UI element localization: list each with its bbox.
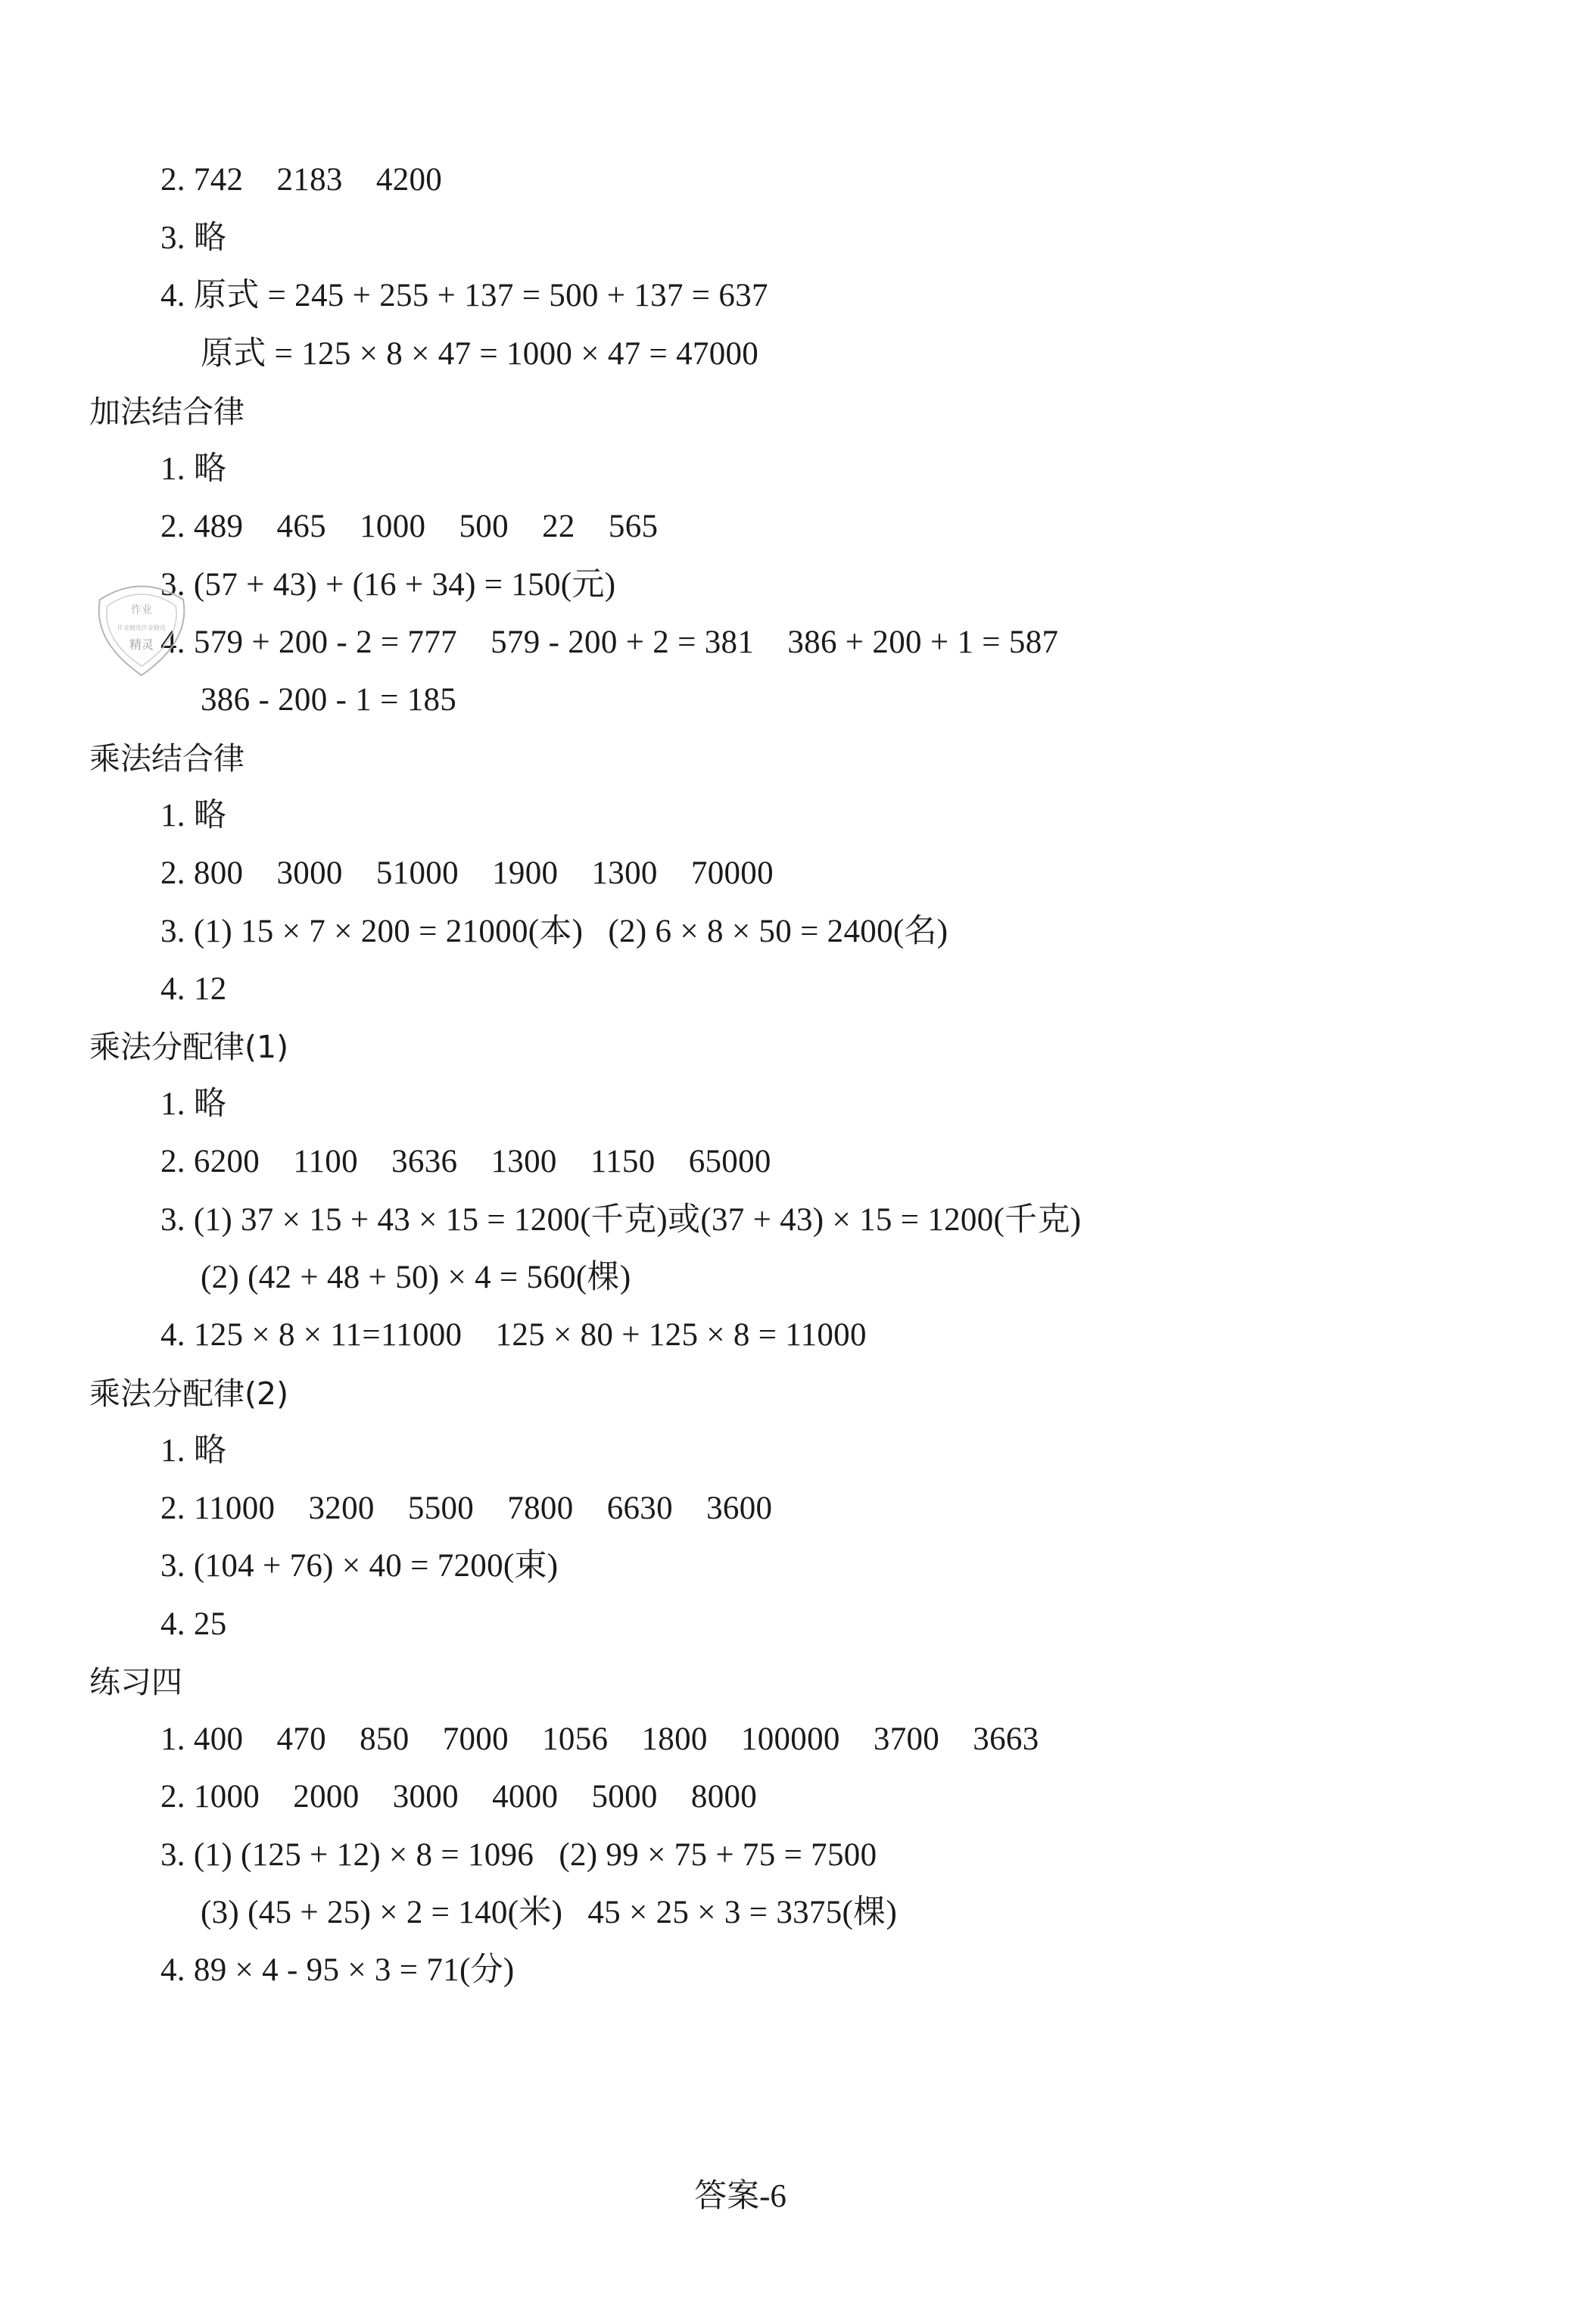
answer-line: 4. 25 [160, 1606, 227, 1642]
watermark-stamp-icon [85, 569, 198, 683]
answer-line: 1. 略 [160, 1433, 227, 1469]
section-heading: 乘法分配律(1) [89, 1029, 289, 1065]
answer-line: 2. 11000 3200 5500 7800 6630 3600 [160, 1491, 773, 1526]
section-heading: 练习四 [89, 1664, 182, 1700]
answer-line: 3. 略 [160, 220, 227, 256]
answer-line: 4. 125 × 8 × 11=11000 125 × 80 + 125 × 8 = 11000 [160, 1317, 867, 1353]
answer-line: 原式 = 125 × 8 × 47 = 1000 × 47 = 47000 [201, 336, 759, 372]
section-heading: 加法结合律 [89, 394, 244, 430]
answer-line: 2. 742 2183 4200 [160, 162, 443, 198]
answer-line: 1. 略 [160, 798, 227, 833]
section-heading: 乘法结合律 [89, 740, 244, 777]
page-number: 答案-6 [694, 2179, 786, 2214]
answer-line: 2. 1000 2000 3000 4000 5000 8000 [160, 1779, 758, 1815]
answer-line: 2. 6200 1100 3636 1300 1150 65000 [160, 1144, 771, 1179]
answer-line: 4. 579 + 200 - 2 = 777 579 - 200 + 2 = 381 386 + 200 + 1 = 587 [160, 625, 1059, 660]
answer-line: 1. 略 [160, 451, 227, 487]
answer-line: 386 - 200 - 1 = 185 [201, 682, 457, 718]
answer-line: 2. 800 3000 51000 1900 1300 70000 [160, 855, 774, 891]
answer-line: 3. (1) (125 + 12) × 8 = 1096 (2) 99 × 75 + 75 = 7500 [160, 1837, 877, 1873]
answer-line: 1. 略 [160, 1086, 227, 1122]
answer-line: 3. (57 + 43) + (16 + 34) = 150(元) [160, 567, 616, 603]
answer-line: 3. (104 + 76) × 40 = 7200(束) [160, 1548, 559, 1584]
stamp-bottom-text: 精灵 [129, 637, 154, 652]
section-heading: 乘法分配律(2) [89, 1375, 289, 1412]
answer-line: 4. 12 [160, 971, 227, 1007]
answer-line: 3. (1) 37 × 15 + 43 × 15 = 1200(千克)或(37 + 43) × 15 = 1200(千克) [160, 1202, 1082, 1238]
answer-line: 4. 89 × 4 - 95 × 3 = 71(分) [160, 1952, 515, 1988]
stamp-middle-text: 作业精选作业精选 [117, 625, 166, 631]
answer-line: 3. (1) 15 × 7 × 200 = 21000(本) (2) 6 × 8 × 50 = 2400(名) [160, 914, 948, 949]
answer-line: (3) (45 + 25) × 2 = 140(米) 45 × 25 × 3 = 3375(棵) [201, 1895, 898, 1930]
answer-line: 4. 原式 = 245 + 255 + 137 = 500 + 137 = 637 [160, 278, 768, 313]
answer-line: (2) (42 + 48 + 50) × 4 = 560(棵) [201, 1260, 631, 1295]
stamp-top-text: 作业 [131, 604, 152, 616]
answer-line: 1. 400 470 850 7000 1056 1800 100000 3700 3663 [160, 1721, 1039, 1757]
answer-line: 2. 489 465 1000 500 22 565 [160, 509, 659, 544]
